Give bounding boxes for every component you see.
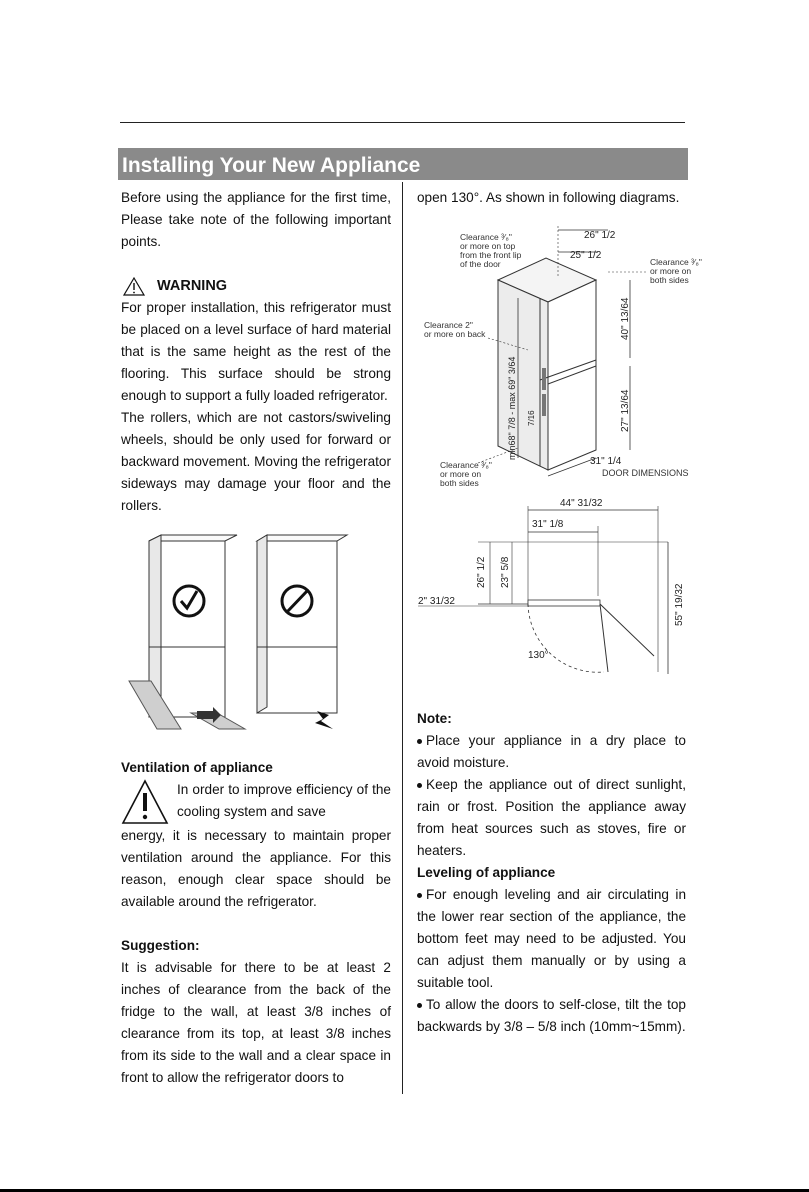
ventilation-section xyxy=(121,757,391,913)
dim-2-label: 2" 31/32 xyxy=(418,596,455,607)
suggestion-section xyxy=(121,935,391,1089)
top-view-opening-diagram xyxy=(418,496,688,686)
header-rule xyxy=(120,122,685,123)
warning-heading xyxy=(121,275,391,297)
warning-paragraph-1: For proper installation, this refrigerator must be placed on a level surface of hard material that is the same height as the rest of the flooring. This surface should be strong enough to support a fully loaded refrigerator. xyxy=(121,300,391,403)
clearance-sides-right-line-1: Clearance ³⁄₈" xyxy=(650,257,702,267)
clearance-back-line-2: or more on back xyxy=(424,329,486,339)
clearance-sides-left-line-1: Clearance ³⁄₈" xyxy=(440,460,492,470)
note-item-2: Keep the appliance out of direct sunlight, rain or frost. Position the appliance away from heat sources such as stoves, fire or heaters. xyxy=(417,777,686,858)
clearance-sides-left-line-3: both sides xyxy=(440,478,479,488)
left-column xyxy=(121,187,391,1089)
dim-26-top-label: 26" 1/2 xyxy=(476,556,487,588)
dim-23-label: 23" 5/8 xyxy=(500,556,511,588)
suggestion-heading: Suggestion: xyxy=(121,938,200,953)
warning-label: WARNING xyxy=(157,278,228,294)
intro-paragraph: Before using the appliance for the first time, Please take note of the following important points. xyxy=(121,190,391,249)
right-column xyxy=(417,187,686,209)
notes-section xyxy=(417,708,686,1038)
note-heading: Note: xyxy=(417,711,452,726)
note-item-1: Place your appliance in a dry place to avoid moisture. xyxy=(417,733,686,770)
ventilation-text-1: In order to improve efficiency of the cooling system and save xyxy=(177,782,391,819)
dim-44-label: 44" 31/32 xyxy=(560,498,603,509)
section-title-bar xyxy=(118,148,688,180)
clearance-top-line-4: of the door xyxy=(460,259,501,269)
dim-31-label: 31" 1/4 xyxy=(590,456,622,467)
door-dimensions-diagram xyxy=(418,218,702,490)
dim-height-label: min68" 7/8 - max 69" 3/64 xyxy=(507,356,517,460)
dim-31-top-label: 31" 1/8 xyxy=(532,519,564,530)
leveling-item-1: For enough leveling and air circulating in the lower rear section of the appliance, the bottom feet may need to be adjusted. You can adjust them manually or by using a suitable tool. xyxy=(417,887,686,990)
dim-25-label: 25" 1/2 xyxy=(570,250,602,261)
fridge-wrong-illustration xyxy=(257,535,347,729)
clearance-sides-right-line-2: or more on xyxy=(650,266,692,276)
dim-40-label: 40" 13/64 xyxy=(620,297,631,340)
ventilation-text-2: energy, it is necessary to maintain proper ventilation around the appliance. For this reason, enough clear space should be available around the refrigerator. xyxy=(121,828,391,909)
caution-triangle-icon xyxy=(121,779,169,825)
bullet-icon xyxy=(417,783,422,788)
warning-paragraph-2: The rollers, which are not castors/swiveling wheels, should be only used for forward or backward movement. Moving the refrigerator sideways may damage your floor and the rollers. xyxy=(121,410,391,513)
open-text: open 130°. As shown in following diagrams. xyxy=(417,190,680,205)
warning-triangle-icon xyxy=(123,277,145,296)
bullet-icon xyxy=(417,1003,422,1008)
dim-55-label: 55" 19/32 xyxy=(674,583,685,626)
ventilation-heading: Ventilation of appliance xyxy=(121,760,273,775)
clearance-sides-left-line-2: or more on xyxy=(440,469,482,479)
angle-label: 130° xyxy=(528,650,549,661)
suggestion-text: It is advisable for there to be at least 2 inches of clearance from the back of the fridge to the wall, at least 3/8 inches of clearance from its top, at least 3/8 inches from its side to the wall and a clear space in front to allow the refrigerator doors to xyxy=(121,960,391,1085)
leveling-item-2: To allow the doors to self-close, tilt the top backwards by 3/8 – 5/8 inch (10mm~15mm). xyxy=(417,997,686,1034)
dim-27-label: 27" 13/64 xyxy=(620,389,631,432)
clearance-top-line-3: from the front lip xyxy=(460,250,522,260)
bullet-icon xyxy=(417,739,422,744)
leveling-heading: Leveling of appliance xyxy=(417,865,556,880)
door-dimensions-label: DOOR DIMENSIONS xyxy=(602,468,689,478)
fridge-correct-illustration xyxy=(129,535,245,729)
clearance-back-line-1: Clearance 2" xyxy=(424,320,473,330)
roller-illustration xyxy=(121,531,361,731)
bullet-icon xyxy=(417,893,422,898)
dim-7-16-label: 7/16 xyxy=(527,410,536,426)
column-divider xyxy=(402,182,403,1094)
clearance-sides-right-line-3: both sides xyxy=(650,275,689,285)
clearance-top-line-1: Clearance ³⁄₈" xyxy=(460,232,512,242)
section-title: Installing Your New Appliance xyxy=(122,154,421,177)
dim-26-label: 26" 1/2 xyxy=(584,230,616,241)
clearance-top-line-2: or more on top xyxy=(460,241,516,251)
